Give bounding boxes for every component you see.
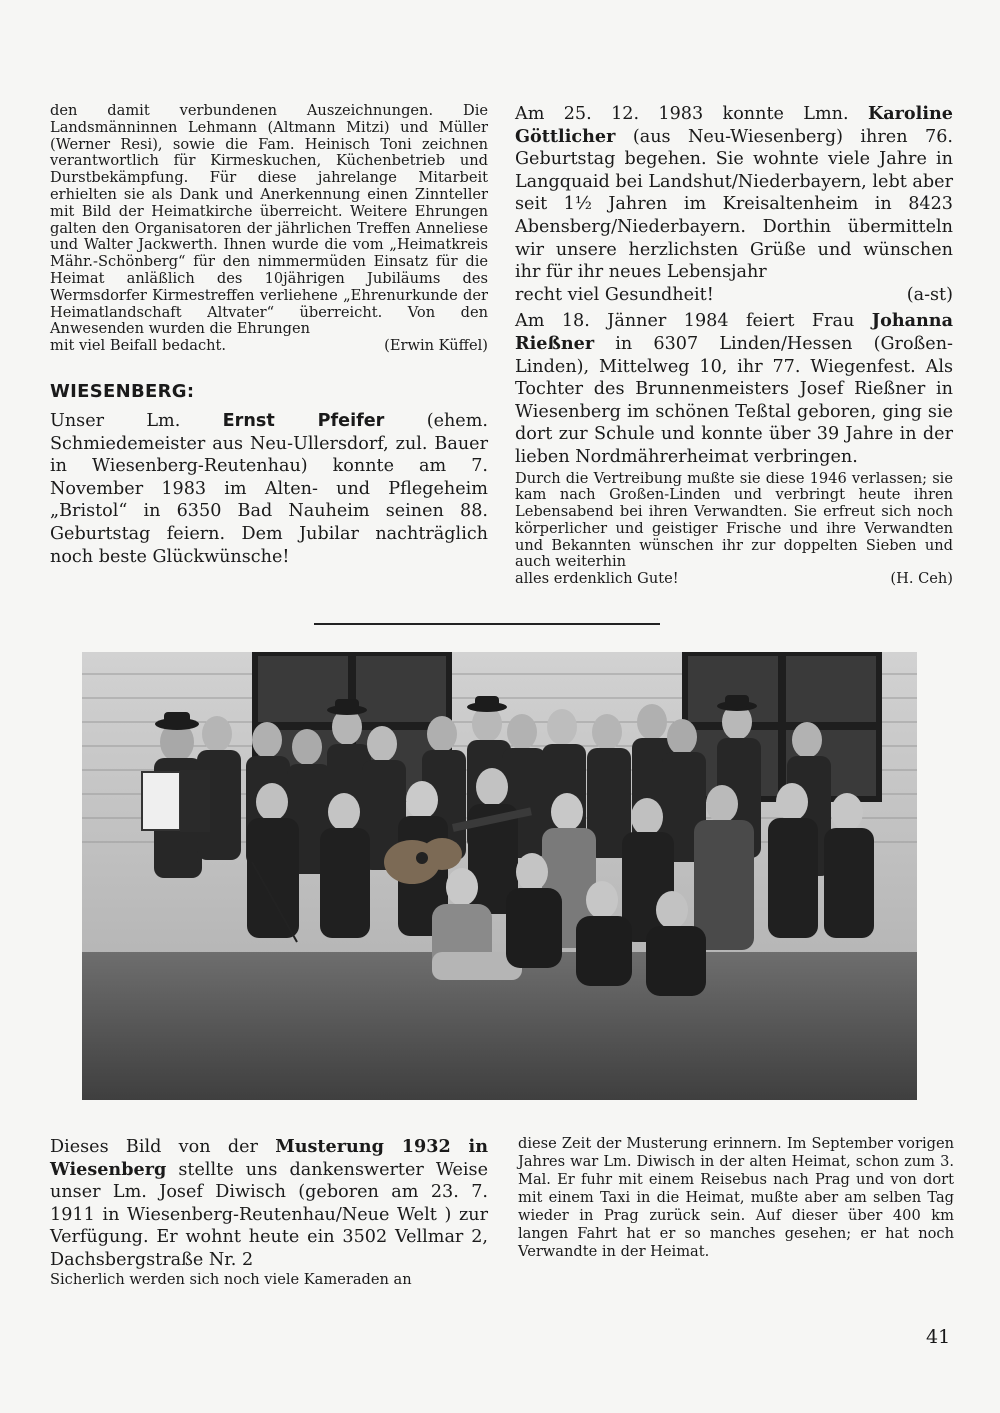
- name-ernst-pfeifer: Ernst Pfeifer: [222, 410, 385, 431]
- article-kirmes-signature: [50, 338, 488, 355]
- author-a-st: (a-st): [906, 284, 953, 305]
- section-heading-wiesenberg: WIESENBERG:: [50, 380, 195, 402]
- caption-right-text: diese Zeit der Musterung erinnern. Im September vorigen Jahres war Lm. Diwisch in der alten Heimat, schon zum 3. Mal. Er fuhr mit einem Reisebus nach Prag und von dort mit einem Taxi in die Heimat, mußte aber am selben Tag wieder in Prag zurück sein. Auf dieser über 400 km langen Fahrt hat er so manches gesehen; er hat noch Verwandte in der Heimat.: [518, 1135, 954, 1260]
- section-divider: [314, 623, 660, 625]
- author-h-ceh: (H. Ceh): [890, 570, 953, 588]
- article-kirmes-last-line: mit viel Beifall bedacht.: [50, 337, 227, 355]
- left-column: [50, 103, 488, 568]
- accordion: [142, 770, 210, 832]
- caption-bold-musterung: Musterung 1932 in Wiesenberg: [50, 1136, 488, 1180]
- photo-drawing: [82, 652, 917, 1100]
- article-goettlicher-last-line: recht viel Gesundheit!: [515, 284, 714, 305]
- window-right: [682, 652, 882, 802]
- right-column: [515, 103, 953, 588]
- photo-caption-right: [518, 1135, 954, 1261]
- article-riessner-last-line: alles erdenklich Gute!: [515, 570, 679, 588]
- article-riessner-continued: Durch die Vertreibung mußte sie diese 1946 verlassen; sie kam nach Großen-Linden und verbringt heute ihren Lebensabend bei ihren Verwandten. Sie erfreut sich noch körperlicher und geistiger Frische und ihre Verwandten und Bekannten wünschen ihr zur doppelten Sieben und auch weiterhin: [515, 469, 953, 571]
- article-riessner-signature: [515, 571, 953, 588]
- article-goettlicher-signature: [515, 284, 953, 307]
- page-number: 41: [926, 1326, 951, 1348]
- name-karoline-goettlicher: Karoline Göttlicher: [515, 103, 953, 147]
- photo-caption-left: [50, 1136, 488, 1288]
- article-johanna-riessner: Am 18. Jänner 1984 feiert Frau Johanna Rießner in 6307 Linden/Hessen (Großen-Linden), Mittelweg 10, ihr 77. Wiegenfest. Als Tochter des Brunnenmeisters Josef Rießner in Wiesenberg im schönen Teßtal geboren, ging sie dort zur Schule und konnte über 39 Jahre in der lieben Nordmährerheimat verbringen.: [515, 310, 953, 467]
- article-ernst-pfeifer: Unser Lm. Ernst Pfeifer (ehem. Schmiedemeister aus Neu-Ullersdorf, zul. Bauer in Wiesenberg-Reutenhau) konnte am 7. November 1983 im Alten- und Pflegeheim „Bristol“ in 6350 Bad Nauheim seinen 88. Geburtstag feiern. Dem Jubilar nachträglich noch beste Glückwünsche!: [50, 410, 488, 567]
- article-kirmes-text: den damit verbundenen Auszeichnungen. Die Landsmänninnen Lehmann (Altmann Mitzi) und Müller (Werner Resi), sowie die Fam. Heinisch Toni zeichnen verantwortlich für Kirmeskuchen, Küchenbetrieb und Durstbekämpfung. Für diese jahrelange Mitarbeit erhielten sie als Dank und Anerkennung einen Zinnteller mit Bild der Heimatkirche überreicht. Weitere Ehrungen galten den Organisatoren der jährlichen Treffen Anneliese und Walter Jackwerth. Ihnen wurde die vom „Heimatkreis Mähr.-Schönberg“ für den nimmermüden Einsatz für die Heimat anläßlich des 10jährigen Jubiläums des Wermsdorfer Kirmestreffen verliehene „Ehrenurkunde der Heimatlandschaft Altvater“ überreicht. Von den Anwesenden wurden die Ehrungen: [50, 102, 488, 338]
- name-johanna-riessner: Johanna Rießner: [515, 310, 953, 354]
- caption-main-text: Dieses Bild von der Musterung 1932 in Wiesenberg stellte uns dankenswerter Weise unser Lm. Josef Diwisch (geboren am 23. 7. 1911 in Wiesenberg-Reutenhau/Neue Welt ) zur Verfügung. Er wohnt heute ein 3502 Vellmar 2, Dachsbergstraße Nr. 2: [50, 1136, 488, 1270]
- author-erwin-kueffel: (Erwin Küffel): [384, 337, 488, 355]
- group-photograph: [82, 652, 917, 1100]
- caption-continuation: Sicherlich werden sich noch viele Kameraden an: [50, 1270, 412, 1288]
- article-karoline-goettlicher: Am 25. 12. 1983 konnte Lmn. Karoline Göttlicher (aus Neu-Wiesenberg) ihren 76. Geburtstag begehen. Sie wohnte viele Jahre in Langquaid bei Landshut/Niederbayern, lebt aber seit 1½ Jahren im Kreisaltenheim in 8423 Abensberg/Niederbayern. Dorthin übermitteln wir unsere herzlichsten Grüße und wünschen ihr für ihr neues Lebensjahr: [515, 103, 953, 283]
